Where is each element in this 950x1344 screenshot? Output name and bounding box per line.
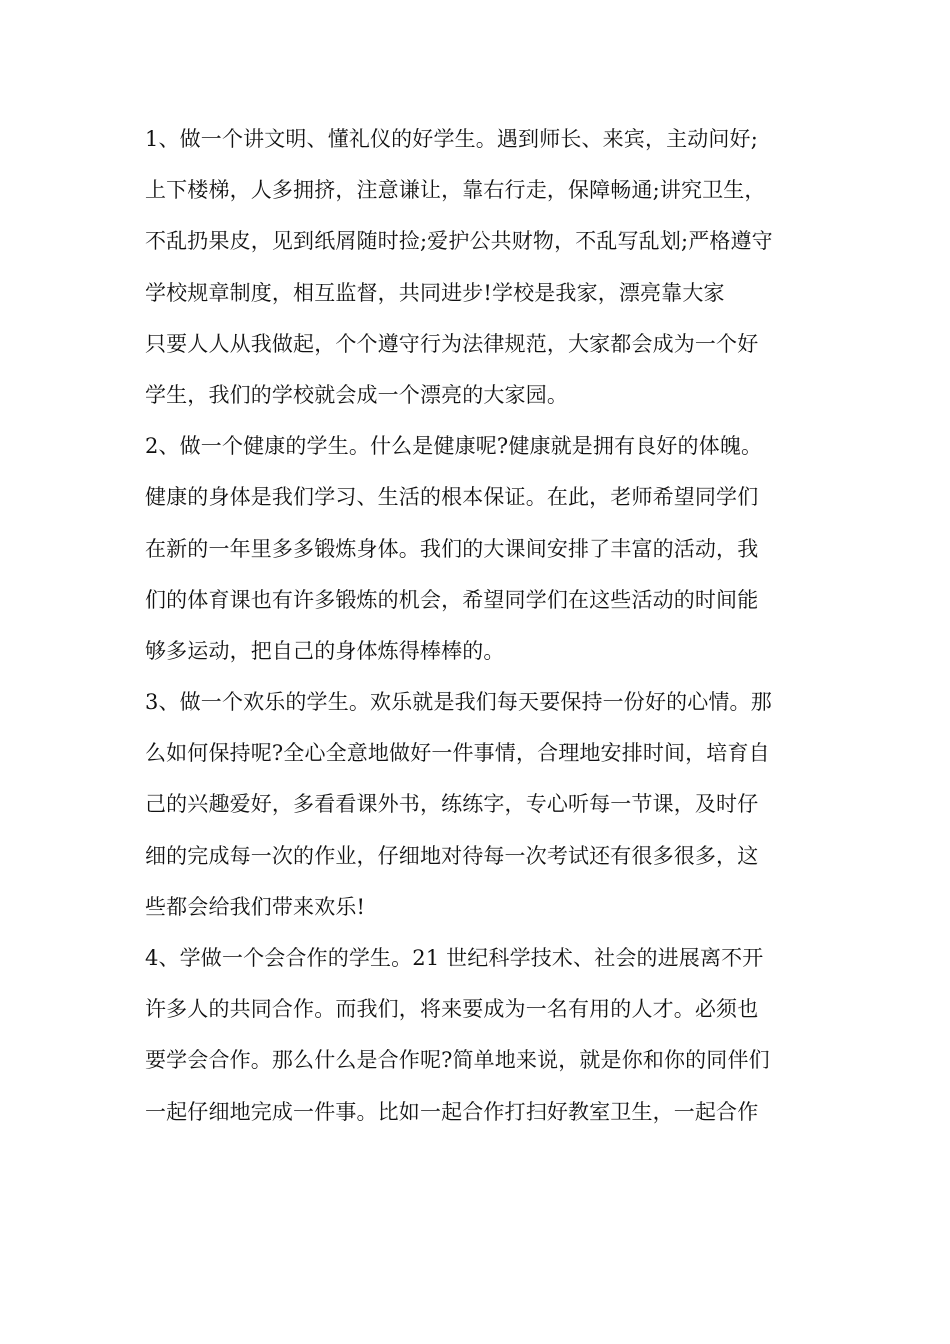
text-line: 一起仔细地完成一件事。比如一起合作打扫好教室卫生，一起合作 [145, 1099, 759, 1124]
document-body [145, 119, 825, 1143]
text-line: 上下楼梯，人多拥挤，注意谦让，靠右行走，保障畅通;讲究卫生， [145, 178, 766, 203]
text-line: 么如何保持呢?全心全意地做好一件事情，合理地安排时间，培育自 [145, 741, 770, 766]
text-line: 1、做一个讲文明、懂礼仪的好学生。遇到师长、来宾，主动问好; [145, 127, 758, 151]
text-line: 己的兴趣爱好，多看看课外书，练练字，专心听每一节课，及时仔 [145, 792, 759, 817]
text-line: 细的完成每一次的作业，仔细地对待每一次考试还有很多很多，这 [145, 843, 759, 868]
text-line: 在新的一年里多多锻炼身体。我们的大课间安排了丰富的活动，我 [145, 536, 759, 561]
text-line: 够多运动，把自己的身体炼得棒棒的。 [145, 638, 505, 663]
text-line: 3、做一个欢乐的学生。欢乐就是我们每天要保持一份好的心情。那 [145, 690, 772, 715]
text-line: 学校规章制度，相互监督，共同进步!学校是我家，漂亮靠大家 [145, 280, 725, 305]
text-line: 不乱扔果皮，见到纸屑随时捡;爱护公共财物，不乱写乱划;严格遵守 [145, 229, 773, 254]
text-line: 只要人人从我做起，个个遵守行为法律规范，大家都会成为一个好 [145, 331, 759, 356]
text-line: 们的体育课也有许多锻炼的机会，希望同学们在这些活动的时间能 [145, 587, 759, 612]
text-line: 健康的身体是我们学习、生活的根本保证。在此，老师希望同学们 [145, 485, 759, 510]
text-line: 要学会合作。那么什么是合作呢?简单地来说，就是你和你的同伴们 [145, 1048, 770, 1073]
text-line: 许多人的共同合作。而我们，将来要成为一名有用的人才。必须也 [145, 997, 759, 1022]
text-line: 4、学做一个会合作的学生。21 世纪科学技术、社会的进展离不开 [145, 946, 764, 970]
text-line: 学生，我们的学校就会成一个漂亮的大家园。 [145, 382, 568, 407]
text-line: 2、做一个健康的学生。什么是健康呢?健康就是拥有良好的体魄。 [145, 434, 763, 459]
text-line: 些都会给我们带来欢乐! [145, 894, 366, 919]
